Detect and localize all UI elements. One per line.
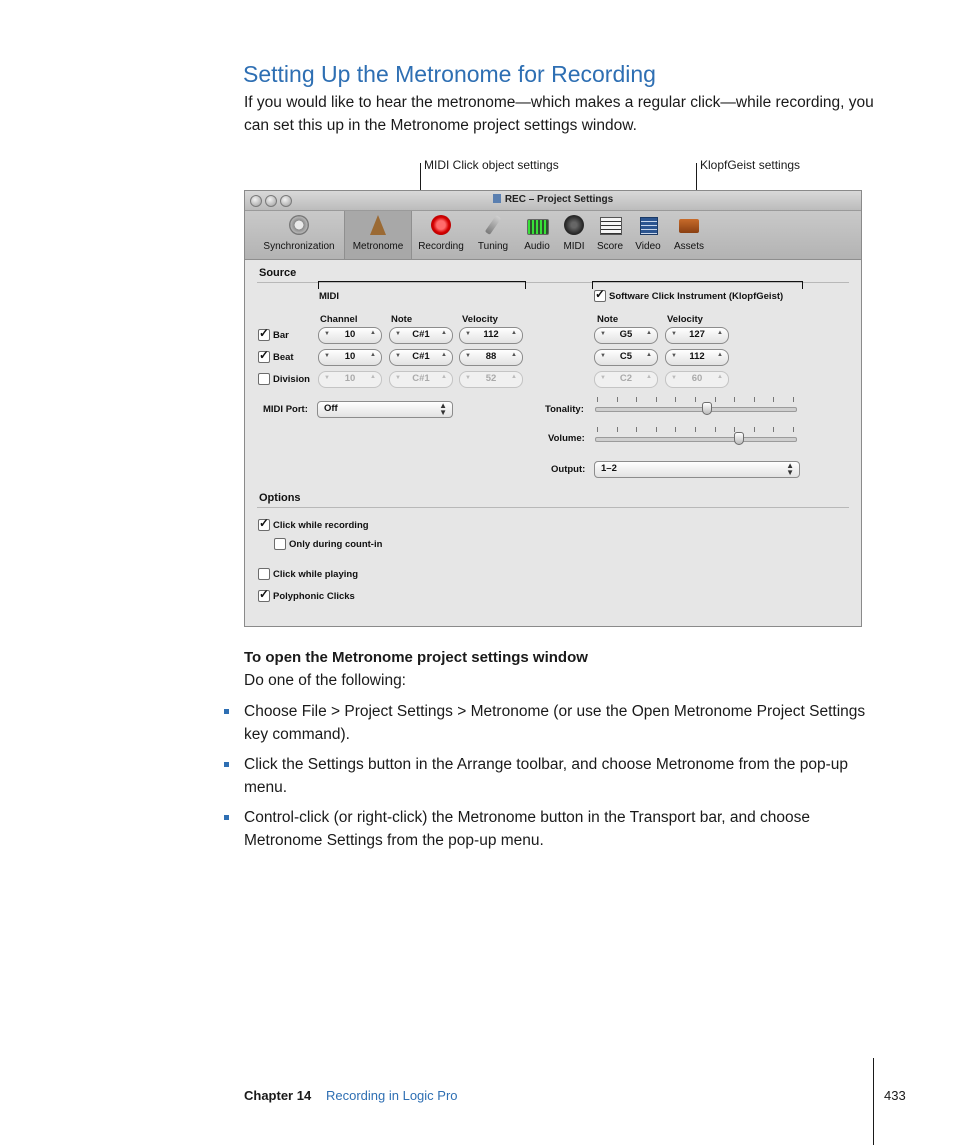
midi-bracket-left (318, 281, 319, 289)
options-section-heading: Options (259, 492, 301, 504)
division-klopf-note-stepper: ▼ C2 ▲ (594, 371, 658, 388)
record-icon (431, 215, 451, 235)
beat-checkbox[interactable] (258, 351, 270, 363)
output-popup[interactable]: 1–2 ▲ ▼ (594, 461, 800, 478)
beat-klopf-note-stepper[interactable]: ▼ C5 ▲ (594, 349, 658, 366)
slider-tick (715, 427, 716, 432)
slider-tick (734, 427, 735, 432)
midi-port-icon (564, 215, 584, 235)
list-item: Control-click (or right-click) the Metronome button in the Transport bar, and choose Metronome Settings from the pop-up menu. (244, 806, 884, 852)
only-during-count-in-label: Only during count-in (289, 539, 383, 550)
division-checkbox[interactable] (258, 373, 270, 385)
briefcase-icon (679, 219, 699, 233)
page-number: 433 (884, 1088, 906, 1103)
slider-tick (793, 427, 794, 432)
click-while-playing-checkbox[interactable] (258, 568, 270, 580)
slider-tick (597, 397, 598, 402)
procedure-intro: Do one of the following: (244, 672, 406, 689)
bar-note-stepper[interactable]: ▼ C#1 ▲ (389, 327, 453, 344)
volume-label: Volume: (548, 433, 585, 444)
division-label: Division (273, 374, 310, 385)
bar-checkbox[interactable] (258, 329, 270, 341)
document-icon (493, 194, 501, 203)
volume-slider[interactable] (595, 427, 797, 445)
klopf-column-velocity: Velocity (667, 314, 703, 325)
slider-tick (695, 427, 696, 432)
klopf-bracket (592, 281, 803, 282)
slider-tick (773, 427, 774, 432)
tab-metronome[interactable]: Metronome (344, 211, 412, 259)
column-channel: Channel (320, 314, 358, 325)
slider-tick (675, 427, 676, 432)
tab-recording[interactable]: Recording (412, 211, 470, 259)
tab-midi[interactable]: MIDI (558, 211, 590, 259)
settings-toolbar (245, 211, 861, 260)
slider-tick (695, 397, 696, 402)
division-klopf-velocity-stepper: ▼ 60 ▲ (665, 371, 729, 388)
slider-tick (675, 397, 676, 402)
beat-klopf-velocity-stepper[interactable]: ▼ 112 ▲ (665, 349, 729, 366)
source-section-heading: Source (259, 267, 297, 279)
list-item: Choose File > Project Settings > Metronome (or use the Open Metronome Project Settings key command). (244, 700, 884, 746)
tuning-fork-icon (485, 215, 501, 235)
division-velocity-stepper: ▼ 52 ▲ (459, 371, 523, 388)
division-note-stepper: ▼ C#1 ▲ (389, 371, 453, 388)
tonality-thumb[interactable] (702, 402, 712, 415)
audio-meter-icon (527, 219, 549, 235)
bar-channel-stepper[interactable]: ▼ 10 ▲ (318, 327, 382, 344)
footer-chapter-title[interactable]: Recording in Logic Pro (326, 1088, 458, 1103)
slider-tick (754, 427, 755, 432)
click-while-recording-label: Click while recording (273, 520, 369, 531)
slider-tick (636, 397, 637, 402)
slider-tick (617, 427, 618, 432)
klopf-bracket-right (802, 281, 803, 289)
tab-audio[interactable]: Audio (517, 211, 557, 259)
updown-arrows-icon: ▲ ▼ (786, 461, 794, 477)
beat-velocity-stepper[interactable]: ▼ 88 ▲ (459, 349, 523, 366)
column-note: Note (391, 314, 413, 325)
bar-klopf-velocity-stepper[interactable]: ▼ 127 ▲ (665, 327, 729, 344)
beat-label: Beat (273, 352, 294, 363)
midi-group-label: MIDI (319, 291, 340, 302)
bullet-icon (224, 762, 229, 767)
midi-port-label: MIDI Port: (263, 404, 308, 415)
slider-tick (793, 397, 794, 402)
tonality-track (595, 407, 797, 412)
gear-icon (289, 215, 309, 235)
midi-bracket (318, 281, 526, 282)
beat-note-stepper[interactable]: ▼ C#1 ▲ (389, 349, 453, 366)
footer-divider (873, 1058, 874, 1145)
slider-tick (773, 397, 774, 402)
midi-bracket-right (525, 281, 526, 289)
midi-port-popup[interactable]: Off ▲ ▼ (317, 401, 453, 418)
output-label: Output: (551, 464, 586, 475)
software-click-checkbox[interactable] (594, 290, 606, 302)
callout-klopf-label: KlopfGeist settings (700, 158, 801, 172)
tab-video[interactable]: Video (630, 211, 666, 259)
tonality-slider[interactable] (595, 397, 797, 415)
options-divider (257, 507, 849, 508)
tonality-label: Tonality: (545, 404, 584, 415)
bullet-icon (224, 815, 229, 820)
software-click-label: Software Click Instrument (KlopfGeist) (609, 291, 784, 302)
slider-tick (656, 397, 657, 402)
slider-tick (754, 397, 755, 402)
division-channel-stepper: ▼ 10 ▲ (318, 371, 382, 388)
klopf-bracket-left (592, 281, 593, 289)
project-settings-window (244, 190, 862, 627)
click-while-playing-label: Click while playing (273, 569, 358, 580)
bar-velocity-stepper[interactable]: ▼ 112 ▲ (459, 327, 523, 344)
only-during-count-in-checkbox[interactable] (274, 538, 286, 550)
slider-tick (617, 397, 618, 402)
page-title: Setting Up the Metronome for Recording (243, 61, 656, 87)
column-velocity: Velocity (462, 314, 498, 325)
footer-chapter: Chapter 14 (244, 1088, 312, 1103)
procedure-heading: To open the Metronome project settings window (244, 649, 588, 666)
tab-tuning[interactable]: Tuning (472, 211, 514, 259)
bar-label: Bar (273, 330, 289, 341)
score-icon (600, 217, 622, 235)
volume-track (595, 437, 797, 442)
bullet-icon (224, 709, 229, 714)
beat-channel-stepper[interactable]: ▼ 10 ▲ (318, 349, 382, 366)
intro-paragraph: If you would like to hear the metronome—which makes a regular click—while recording, you can set this up in the Metronome project settings window. (244, 94, 874, 134)
list-item: Click the Settings button in the Arrange toolbar, and choose Metronome from the pop-up menu. (244, 753, 884, 799)
tab-score[interactable]: Score (592, 211, 628, 259)
tab-synchronization[interactable]: Synchronization (255, 211, 343, 259)
film-icon (640, 217, 658, 235)
window-title: REC – Project Settings (245, 194, 861, 205)
callout-midi-label: MIDI Click object settings (424, 158, 559, 172)
volume-thumb[interactable] (734, 432, 744, 445)
source-divider (257, 282, 849, 283)
klopf-column-note: Note (597, 314, 619, 325)
bar-klopf-note-stepper[interactable]: ▼ G5 ▲ (594, 327, 658, 344)
slider-tick (636, 427, 637, 432)
slider-tick (734, 397, 735, 402)
slider-tick (656, 427, 657, 432)
slider-tick (597, 427, 598, 432)
window-titlebar (245, 191, 861, 211)
slider-tick (715, 397, 716, 402)
updown-arrows-icon: ▲ ▼ (439, 401, 447, 417)
polyphonic-clicks-label: Polyphonic Clicks (273, 591, 355, 602)
metronome-icon (370, 215, 386, 235)
click-while-recording-checkbox[interactable] (258, 519, 270, 531)
polyphonic-clicks-checkbox[interactable] (258, 590, 270, 602)
tab-assets[interactable]: Assets (669, 211, 709, 259)
